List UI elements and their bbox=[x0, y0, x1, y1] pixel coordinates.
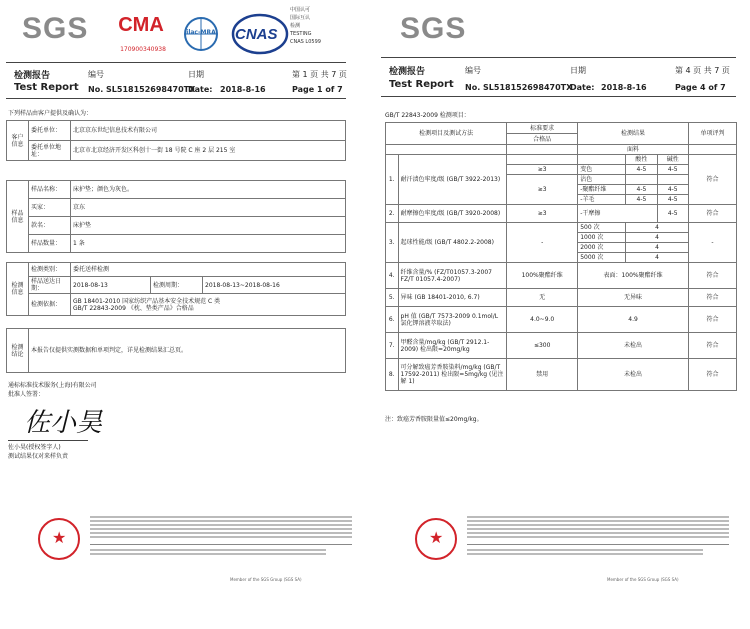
sub-item: 500 次 bbox=[578, 223, 626, 233]
sub-item: 变色 bbox=[578, 165, 626, 175]
result-value: 4-5 bbox=[657, 205, 688, 223]
company-seal bbox=[415, 518, 457, 560]
report-title-en: Test Report bbox=[389, 79, 454, 90]
basis-line: GB/T 22843-2009 《枕、垫类产品》合格品 bbox=[73, 304, 194, 312]
col-header-verdict: 单项评判 bbox=[688, 123, 736, 145]
field-label: 样品送达日期： bbox=[29, 277, 71, 294]
row-number: 2. bbox=[386, 205, 399, 223]
test-item: 异味 (GB 18401-2010, 6.7) bbox=[398, 289, 507, 307]
field-value: 北京京东世纪信息技术有限公司 bbox=[71, 121, 346, 141]
report-number-label: 编号 bbox=[88, 70, 104, 79]
date-label: Date: bbox=[570, 83, 595, 92]
page-indicator: Page 4 of 7 bbox=[675, 83, 726, 92]
section-label: 样品信息 bbox=[7, 181, 29, 253]
field-value bbox=[71, 294, 346, 316]
verdict: 符合 bbox=[688, 359, 736, 391]
requirement: ≥3 bbox=[507, 175, 578, 205]
report-number: No. SL518152698470TX bbox=[465, 83, 573, 92]
results-table bbox=[385, 122, 737, 391]
cnas-info bbox=[290, 6, 321, 46]
requirement: - bbox=[507, 223, 578, 263]
cnas-logo-text: CNAS bbox=[235, 26, 278, 43]
result-value: 未检出 bbox=[578, 333, 689, 359]
report-page-4 bbox=[375, 0, 750, 629]
fine-print bbox=[90, 514, 352, 557]
company-seal bbox=[38, 518, 80, 560]
footer-member: Member of the SGS Group (SGS SA) bbox=[230, 577, 302, 582]
requirement: ≤300 bbox=[507, 333, 578, 359]
approver-label: 批准人签署： bbox=[8, 391, 45, 398]
cnas-info-line: 中国认可 bbox=[290, 7, 311, 13]
report-title-en: Test Report bbox=[14, 82, 79, 93]
report-title-cn: 检测报告 bbox=[389, 67, 426, 77]
section-label: 检测信息 bbox=[7, 263, 29, 316]
field-value: 2018-08-13 bbox=[71, 277, 151, 294]
sample-table bbox=[6, 180, 346, 253]
sub-item: 1000 次 bbox=[578, 233, 626, 243]
field-label: 样品名称： bbox=[29, 181, 71, 199]
report-date: 2018-8-16 bbox=[601, 83, 647, 92]
star-icon: ★ bbox=[52, 528, 67, 547]
result-value: 4-5 bbox=[657, 185, 688, 195]
verdict: 符合 bbox=[688, 205, 736, 223]
result-value: 4-5 bbox=[626, 165, 657, 175]
ilac-logo bbox=[176, 14, 226, 54]
star-icon: ★ bbox=[429, 528, 444, 547]
col-header-item: 检测项目及测试方法 bbox=[386, 123, 507, 145]
field-label: 委托单位地址： bbox=[29, 141, 71, 161]
fine-print bbox=[467, 514, 729, 557]
report-number: No. SL518152698470TX bbox=[88, 85, 196, 94]
test-item: 可分解致癌芳香胺染料/mg/kg (GB/T 17592-2011) 检出限=5mg/kg (见注解 1) bbox=[398, 359, 507, 391]
section-label: 客户信息 bbox=[7, 121, 29, 161]
section-label: 检测结论 bbox=[7, 329, 29, 373]
verdict: 符合 bbox=[688, 263, 736, 289]
row-number: 6. bbox=[386, 307, 399, 333]
globe-icon bbox=[176, 14, 226, 54]
row-number: 4. bbox=[386, 263, 399, 289]
divider bbox=[381, 57, 736, 58]
divider bbox=[6, 62, 346, 63]
company-name: 通标标准技术服务(上海)有限公司 bbox=[8, 382, 97, 389]
divider bbox=[381, 96, 736, 97]
field-label: 样品数量： bbox=[29, 235, 71, 253]
sub-item: 沾色 bbox=[578, 175, 626, 185]
verdict: - bbox=[688, 223, 736, 263]
col-header-req: 标准要求 bbox=[507, 123, 578, 134]
field-label: 检测类别： bbox=[29, 263, 71, 277]
table-note: 注：致癌芳香胺限量值≤20mg/kg。 bbox=[385, 416, 483, 423]
intro-text: 下列样品由客户提供及确认为： bbox=[8, 110, 93, 117]
result-disclaimer: 测试结果仅对来样负责 bbox=[8, 453, 69, 460]
date-label-cn: 日期 bbox=[570, 66, 586, 75]
ilac-logo-text: ilac-MRA bbox=[186, 29, 216, 36]
field-label: 买家： bbox=[29, 199, 71, 217]
result-value: 无异味 bbox=[578, 289, 689, 307]
conclusion-table bbox=[6, 328, 346, 373]
field-label: 检测周期： bbox=[151, 277, 203, 294]
cnas-info-line: 检测 bbox=[290, 23, 301, 29]
sub-item: 5000 次 bbox=[578, 253, 626, 263]
field-value: 北京市北京经济开发区科创十一街 18 号院 C 座 2 层 215 室 bbox=[71, 141, 346, 161]
sub-item: 2000 次 bbox=[578, 243, 626, 253]
sub-item: -聚酯纤维 bbox=[578, 185, 626, 195]
field-label: 检测依据： bbox=[29, 294, 71, 316]
date-label-cn: 日期 bbox=[188, 70, 204, 79]
cnas-info-line: CNAS L0599 bbox=[290, 39, 321, 45]
result-value: 4 bbox=[626, 253, 689, 263]
standard-title: GB/T 22843-2009 检测项目： bbox=[385, 112, 470, 119]
row-number: 5. bbox=[386, 289, 399, 307]
cnas-info-line: TESTING bbox=[290, 31, 312, 37]
test-item: 甲醛含量/mg/kg (GB/T 2912.1-2009) 检出限=20mg/kg bbox=[398, 333, 507, 359]
field-value: 床护垫；颜色为灰色。 bbox=[71, 181, 346, 199]
client-table bbox=[6, 120, 346, 161]
cma-logo-text: CMA bbox=[118, 14, 164, 36]
field-label: 委托单位： bbox=[29, 121, 71, 141]
test-item: 耐汗渍色牢度/级 (GB/T 3922-2013) bbox=[398, 155, 507, 205]
col-header-result: 检测结果 bbox=[578, 123, 689, 145]
acid-label: 酸性 bbox=[626, 155, 657, 165]
result-value: 未检出 bbox=[578, 359, 689, 391]
col-header-grade: 合格品 bbox=[507, 134, 578, 145]
basis-line: GB 18401-2010 国家纺织产品基本安全技术规范 C 类 bbox=[73, 297, 221, 305]
result-value: 4.9 bbox=[578, 307, 689, 333]
report-number-label: 编号 bbox=[465, 66, 481, 75]
sgs-logo: SGS bbox=[22, 12, 89, 45]
result-value: 4 bbox=[626, 223, 689, 233]
result-value: 4-5 bbox=[626, 195, 657, 205]
requirement: 无 bbox=[507, 289, 578, 307]
test-item: 起球性能/级 (GB/T 4802.2-2008) bbox=[398, 223, 507, 263]
field-value: 1 条 bbox=[71, 235, 346, 253]
page-indicator: Page 1 of 7 bbox=[292, 85, 343, 94]
row-number: 1. bbox=[386, 155, 399, 205]
report-title-cn: 检测报告 bbox=[14, 71, 51, 81]
conclusion-text: 本报告仅提供实测数据和单项判定，详见检测结果汇总页。 bbox=[29, 329, 346, 373]
test-item: 耐摩擦色牢度/级 (GB/T 3920-2008) bbox=[398, 205, 507, 223]
field-value: 京东 bbox=[71, 199, 346, 217]
result-value: 表面：100%聚酯纤维 bbox=[578, 263, 689, 289]
row-number: 8. bbox=[386, 359, 399, 391]
requirement: ≥3 bbox=[507, 205, 578, 223]
requirement: ≥3 bbox=[507, 165, 578, 175]
result-value: 4-5 bbox=[657, 195, 688, 205]
field-value: 2018-08-13~2018-08-16 bbox=[203, 277, 346, 294]
page-indicator-cn: 第 1 页 共 7 页 bbox=[292, 70, 347, 79]
verdict: 符合 bbox=[688, 289, 736, 307]
field-label: 款名： bbox=[29, 217, 71, 235]
row-number: 3. bbox=[386, 223, 399, 263]
col-header-fabric: 面料 bbox=[578, 145, 689, 155]
requirement: 4.0~9.0 bbox=[507, 307, 578, 333]
requirement: 100%聚酯纤维 bbox=[507, 263, 578, 289]
page-indicator-cn: 第 4 页 共 7 页 bbox=[675, 66, 730, 75]
test-info-table bbox=[6, 262, 346, 316]
verdict: 符合 bbox=[688, 155, 736, 205]
footer-member: Member of the SGS Group (SGS SA) bbox=[607, 577, 679, 582]
result-value: 4 bbox=[626, 243, 689, 253]
cma-logo bbox=[112, 12, 170, 56]
alkali-label: 碱性 bbox=[657, 155, 688, 165]
signature: 佐小昊 bbox=[24, 408, 103, 438]
result-value: 4 bbox=[626, 233, 689, 243]
cnas-info-line: 国际互认 bbox=[290, 15, 311, 21]
sub-item: -干摩擦 bbox=[578, 205, 657, 223]
signature-line bbox=[8, 440, 88, 441]
row-number: 7. bbox=[386, 333, 399, 359]
field-value: 床护垫 bbox=[71, 217, 346, 235]
report-date: 2018-8-16 bbox=[220, 85, 266, 94]
test-item: 纤维含量/% (FZ/T01057.3-2007 FZ/T 01057.4-2007) bbox=[398, 263, 507, 289]
requirement: 禁用 bbox=[507, 359, 578, 391]
cma-number: 170900340938 bbox=[120, 46, 166, 53]
date-label: Date: bbox=[188, 85, 213, 94]
cnas-logo bbox=[231, 12, 289, 56]
sgs-logo: SGS bbox=[400, 12, 467, 45]
test-item: pH 值 (GB/T 7573-2009 0.1mol/L 氯化钾溶液萃取法) bbox=[398, 307, 507, 333]
divider bbox=[6, 98, 346, 99]
field-value: 委托送样检测 bbox=[71, 263, 346, 277]
result-value: 4-5 bbox=[626, 185, 657, 195]
signer-name: 佐小昊(授权签字人) bbox=[8, 444, 61, 451]
verdict: 符合 bbox=[688, 307, 736, 333]
verdict: 符合 bbox=[688, 333, 736, 359]
result-value: 4-5 bbox=[657, 165, 688, 175]
sub-item: -羊毛 bbox=[578, 195, 626, 205]
